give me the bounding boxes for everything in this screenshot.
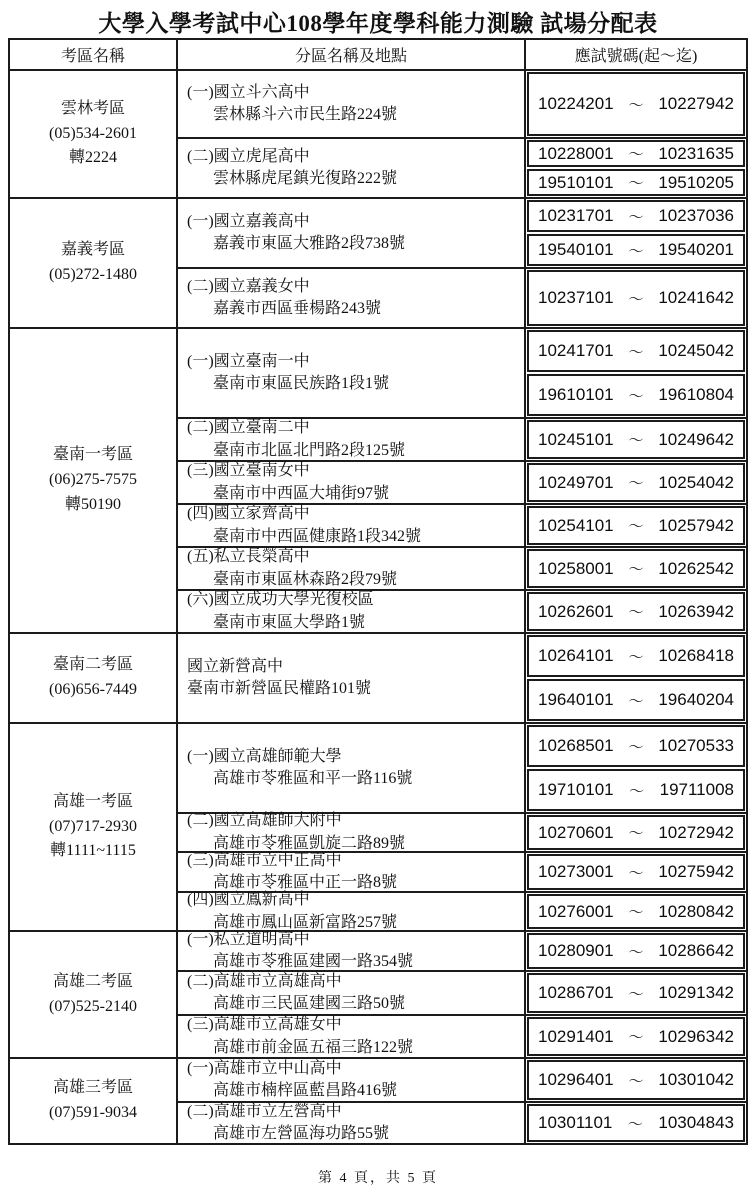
tilde-separator: ～ — [628, 146, 644, 163]
table-row — [178, 589, 746, 632]
section-kaohsiung-1 — [10, 722, 746, 930]
range-end: 10272942 — [658, 822, 734, 842]
area-name: 高雄二考區 — [52, 972, 133, 990]
range-box — [527, 1017, 745, 1056]
range-stack — [526, 1059, 746, 1101]
venue-cell — [178, 505, 526, 546]
area-cell — [10, 634, 178, 722]
range-end: 10237036 — [658, 206, 734, 225]
range-box — [527, 894, 745, 929]
table-row — [178, 1101, 746, 1143]
tilde-separator: ～ — [628, 387, 644, 405]
range-stack — [526, 634, 746, 722]
range-end: 10291342 — [658, 983, 734, 1002]
tilde-separator: ～ — [628, 904, 644, 921]
range-start: 10286701 — [538, 983, 614, 1002]
range-stack — [526, 1016, 746, 1057]
venue-cell — [178, 853, 526, 891]
tilde-separator: ～ — [628, 943, 644, 961]
area-phone: (06)275-7575 — [49, 471, 137, 489]
school-address: 雲林縣虎尾鎮光復路222號 — [213, 170, 398, 187]
school-name: (三)高雄市立高雄女中 — [187, 1016, 342, 1034]
table-row — [178, 546, 746, 589]
venue-cell — [178, 893, 526, 930]
range-stack — [526, 329, 746, 417]
range-start: 10273001 — [538, 862, 614, 881]
school-address: 高雄市苓雅區中正一路8號 — [213, 874, 398, 891]
school-address: 雲林縣斗六市民生路224號 — [213, 106, 398, 123]
range-stack — [526, 1103, 746, 1143]
range-box — [527, 592, 745, 631]
range-box — [527, 854, 745, 890]
range-start: 19640101 — [538, 690, 614, 709]
range-start: 10268501 — [538, 736, 614, 755]
school-address: 臺南市北區北門路2段125號 — [213, 441, 406, 459]
range-box — [527, 933, 745, 969]
venue-cell — [178, 548, 526, 589]
venue-cell — [178, 591, 526, 632]
venue-cell — [178, 462, 526, 503]
section-tainan-2 — [10, 632, 746, 722]
range-start: 10245101 — [538, 429, 614, 449]
school-name: (二)國立虎尾高中 — [187, 147, 310, 165]
range-box — [527, 815, 745, 850]
school-address: 嘉義市西區垂楊路243號 — [213, 300, 382, 317]
range-end: 10275942 — [658, 862, 734, 881]
range-start: 10296401 — [538, 1070, 614, 1089]
school-address: 高雄市三民區建國三路50號 — [213, 995, 406, 1012]
range-stack — [526, 419, 746, 460]
school-name: 國立新營高中 — [187, 657, 284, 675]
range-box — [527, 234, 745, 266]
range-end: 19640204 — [658, 690, 734, 709]
range-start: 10264101 — [538, 646, 614, 665]
range-start: 10237101 — [538, 288, 614, 307]
range-stack — [526, 814, 746, 851]
school-address: 高雄市楠梓區藍昌路416號 — [213, 1082, 398, 1099]
range-box — [527, 72, 745, 136]
school-name: (二)國立嘉義女中 — [187, 277, 310, 295]
range-end: 10280842 — [658, 901, 734, 921]
table-row — [178, 851, 746, 891]
section-tainan-1 — [10, 327, 746, 632]
range-end: 10257942 — [658, 515, 734, 535]
table-row — [178, 417, 746, 460]
col-header-venue: 分區名稱及地點 — [178, 40, 526, 69]
venue-cell — [178, 1016, 526, 1057]
area-phone: (06)656-7449 — [49, 681, 137, 698]
school-name: (二)高雄市立左營高中 — [187, 1102, 342, 1120]
range-stack — [526, 139, 746, 197]
range-box — [527, 679, 745, 721]
page-title: 大學入學考試中心108學年度學科能力測驗 試場分配表 — [98, 11, 658, 36]
range-box — [527, 506, 745, 545]
range-stack — [526, 932, 746, 970]
range-start: 10249701 — [538, 472, 614, 492]
tilde-separator: ～ — [628, 985, 644, 1003]
range-box — [527, 169, 745, 196]
range-end: 10268418 — [658, 646, 734, 665]
range-end: 10249642 — [658, 429, 734, 449]
venue-cell — [178, 634, 526, 722]
tilde-separator: ～ — [628, 648, 644, 666]
range-end: 10262542 — [658, 558, 734, 578]
area-extension: 轉2224 — [68, 149, 117, 167]
school-name: (一)國立臺南一中 — [187, 352, 310, 370]
range-box — [527, 769, 745, 811]
table-header-row — [10, 40, 746, 71]
range-end: 19510205 — [658, 172, 734, 192]
range-end: 10296342 — [658, 1026, 734, 1046]
school-address: 高雄市苓雅區和平一路116號 — [213, 770, 413, 787]
range-end: 10301042 — [658, 1070, 734, 1089]
range-start: 10231701 — [538, 206, 614, 225]
range-start: 19510101 — [538, 172, 614, 192]
tilde-separator: ～ — [628, 738, 644, 756]
school-name: (二)高雄市立高雄高中 — [187, 972, 342, 990]
venue-cell — [178, 199, 526, 267]
allocation-table — [8, 38, 748, 1145]
tilde-separator: ～ — [628, 475, 644, 492]
area-name: 高雄三考區 — [52, 1079, 133, 1097]
area-name: 雲林考區 — [60, 99, 125, 117]
section-kaohsiung-3 — [10, 1057, 746, 1143]
school-address: 高雄市苓雅區凱旋二路89號 — [213, 834, 406, 852]
school-address: 臺南市中西區健康路1段342號 — [213, 527, 422, 545]
table-row — [178, 724, 746, 812]
venue-cell — [178, 71, 526, 137]
tilde-separator: ～ — [628, 290, 644, 308]
range-start: 10270601 — [538, 822, 614, 842]
school-name: (一)國立嘉義高中 — [187, 212, 310, 230]
tilde-separator: ～ — [628, 208, 644, 226]
table-row — [178, 1014, 746, 1057]
range-stack — [526, 199, 746, 267]
area-cell — [10, 71, 178, 197]
school-name: (一)國立高雄師範大學 — [187, 747, 342, 765]
venue-cell — [178, 972, 526, 1014]
range-end: 10241642 — [658, 288, 734, 307]
table-row — [178, 137, 746, 197]
area-phone: (07)717-2930 — [49, 817, 137, 835]
school-name: (二)國立臺南二中 — [187, 419, 310, 437]
section-subrows — [178, 199, 746, 327]
range-stack — [526, 505, 746, 546]
area-cell — [10, 199, 178, 327]
range-start: 10254101 — [538, 515, 614, 535]
tilde-separator: ～ — [628, 242, 644, 260]
range-box — [527, 374, 745, 416]
table-row — [178, 891, 746, 930]
school-address: 臺南市東區民族路1段1號 — [213, 375, 390, 392]
range-end: 10227942 — [658, 94, 734, 113]
tilde-separator: ～ — [628, 1072, 644, 1090]
area-name: 嘉義考區 — [60, 241, 125, 259]
range-start: 10280901 — [538, 941, 614, 960]
table-row — [178, 970, 746, 1014]
page-footer: 第 4 頁，共 5 頁 — [318, 1171, 438, 1186]
range-start: 10262601 — [538, 601, 614, 621]
school-address: 高雄市鳳山區新富路257號 — [213, 913, 398, 931]
range-box — [527, 973, 745, 1013]
tilde-separator: ～ — [628, 432, 644, 449]
range-stack — [526, 853, 746, 891]
table-row — [178, 1059, 746, 1101]
tilde-separator: ～ — [628, 1029, 644, 1046]
venue-cell — [178, 1059, 526, 1101]
range-stack — [526, 972, 746, 1014]
table-row — [178, 503, 746, 546]
tilde-separator: ～ — [629, 782, 645, 800]
section-subrows — [178, 724, 746, 930]
col-header-range: 應試號碼(起～迄) — [574, 48, 698, 65]
range-box — [527, 635, 745, 677]
range-start: 19610101 — [538, 385, 614, 404]
school-name: (五)私立長榮高中 — [187, 548, 310, 566]
section-subrows — [178, 932, 746, 1057]
area-cell — [10, 724, 178, 930]
range-end: 10245042 — [658, 341, 734, 360]
area-extension: 轉50190 — [64, 495, 121, 513]
section-kaohsiung-2 — [10, 930, 746, 1057]
range-box — [527, 549, 745, 588]
tilde-separator: ～ — [627, 1115, 643, 1133]
area-name: 臺南二考區 — [52, 656, 133, 674]
school-name: (一)私立道明高中 — [187, 930, 310, 948]
range-stack — [526, 591, 746, 632]
school-name: (一)國立斗六高中 — [187, 83, 310, 101]
venue-cell — [178, 329, 526, 417]
tilde-separator: ～ — [628, 864, 644, 882]
table-row — [178, 932, 746, 970]
section-subrows — [178, 71, 746, 197]
range-start: 10301101 — [538, 1113, 613, 1132]
table-row — [178, 812, 746, 851]
area-phone: (07)525-2140 — [49, 997, 137, 1015]
school-name: (四)國立家齊高中 — [187, 505, 310, 523]
section-subrows — [178, 634, 746, 722]
range-box — [527, 330, 745, 372]
range-start: 10241701 — [538, 341, 614, 360]
range-start: 10291401 — [538, 1026, 614, 1046]
range-box — [527, 463, 745, 502]
tilde-separator: ～ — [628, 518, 644, 535]
range-end: 19610804 — [658, 385, 734, 404]
area-cell — [10, 932, 178, 1057]
range-box — [527, 1060, 745, 1100]
venue-cell — [178, 139, 526, 197]
tilde-separator: ～ — [628, 692, 644, 710]
table-row — [178, 267, 746, 327]
area-cell — [10, 1059, 178, 1143]
tilde-separator: ～ — [628, 343, 644, 361]
range-end: 19711008 — [659, 780, 734, 799]
range-box — [527, 1104, 745, 1142]
school-address: 臺南市東區林森路2段79號 — [213, 570, 398, 588]
range-start: 10224201 — [538, 94, 614, 113]
section-subrows — [178, 329, 746, 632]
range-stack — [526, 462, 746, 503]
section-subrows — [178, 1059, 746, 1143]
school-address: 嘉義市東區大雅路2段738號 — [213, 235, 406, 252]
school-name: (四)國立鳳新高中 — [187, 891, 310, 909]
range-stack — [526, 893, 746, 930]
area-extension: 轉1111~1115 — [50, 842, 136, 860]
range-stack — [526, 724, 746, 812]
area-phone: (07)591-9034 — [49, 1104, 137, 1121]
school-address: 臺南市新營區民權路101號 — [187, 680, 372, 697]
area-cell — [10, 329, 178, 632]
range-stack — [526, 71, 746, 137]
school-address: 高雄市前金區五福三路122號 — [213, 1038, 414, 1056]
school-address: 臺南市東區大學路1號 — [213, 613, 366, 631]
range-box — [527, 270, 745, 326]
tilde-separator: ～ — [628, 561, 644, 578]
table-row — [178, 199, 746, 267]
table-row — [178, 634, 746, 722]
area-phone: (05)534-2601 — [49, 124, 137, 142]
range-start: 10258001 — [538, 558, 614, 578]
range-end: 10231635 — [658, 143, 734, 163]
venue-cell — [178, 724, 526, 812]
venue-cell — [178, 1103, 526, 1143]
col-header-area: 考區名稱 — [10, 40, 178, 69]
venue-cell — [178, 419, 526, 460]
venue-cell — [178, 932, 526, 970]
area-name: 高雄一考區 — [52, 792, 133, 810]
school-address: 高雄市苓雅區建國一路354號 — [213, 953, 414, 970]
school-address: 臺南市中西區大埔街97號 — [213, 484, 390, 502]
school-name: (三)高雄市立中正高中 — [187, 851, 342, 869]
tilde-separator: ～ — [628, 175, 644, 192]
range-start: 10228001 — [538, 143, 614, 163]
range-start: 19710101 — [538, 780, 614, 799]
area-name: 臺南一考區 — [52, 446, 133, 464]
venue-cell — [178, 269, 526, 327]
range-box — [527, 725, 745, 767]
range-end: 10270533 — [658, 736, 734, 755]
table-row — [178, 460, 746, 503]
school-address: 高雄市左營區海功路55號 — [213, 1125, 390, 1142]
tilde-separator: ～ — [628, 604, 644, 621]
section-yunlin — [10, 71, 746, 197]
range-end: 10254042 — [658, 472, 734, 492]
range-box — [527, 420, 745, 459]
school-name: (六)國立成功大學光復校區 — [187, 591, 374, 609]
range-start: 19540101 — [538, 240, 614, 259]
range-end: 10304843 — [658, 1113, 734, 1132]
school-name: (二)國立高雄師大附中 — [187, 812, 342, 830]
tilde-separator: ～ — [628, 825, 644, 842]
range-end: 10263942 — [658, 601, 734, 621]
tilde-separator: ～ — [628, 96, 644, 114]
range-start: 10276001 — [538, 901, 614, 921]
range-box — [527, 200, 745, 232]
area-phone: (05)272-1480 — [49, 266, 137, 283]
range-stack — [526, 269, 746, 327]
table-row — [178, 329, 746, 417]
range-box — [527, 140, 745, 167]
school-name: (一)高雄市立中山高中 — [187, 1059, 342, 1077]
section-chiayi — [10, 197, 746, 327]
venue-cell — [178, 814, 526, 851]
range-stack — [526, 548, 746, 589]
range-end: 19540201 — [658, 240, 734, 259]
table-row — [178, 71, 746, 137]
school-name: (三)國立臺南女中 — [187, 462, 310, 480]
range-end: 10286642 — [658, 941, 734, 960]
